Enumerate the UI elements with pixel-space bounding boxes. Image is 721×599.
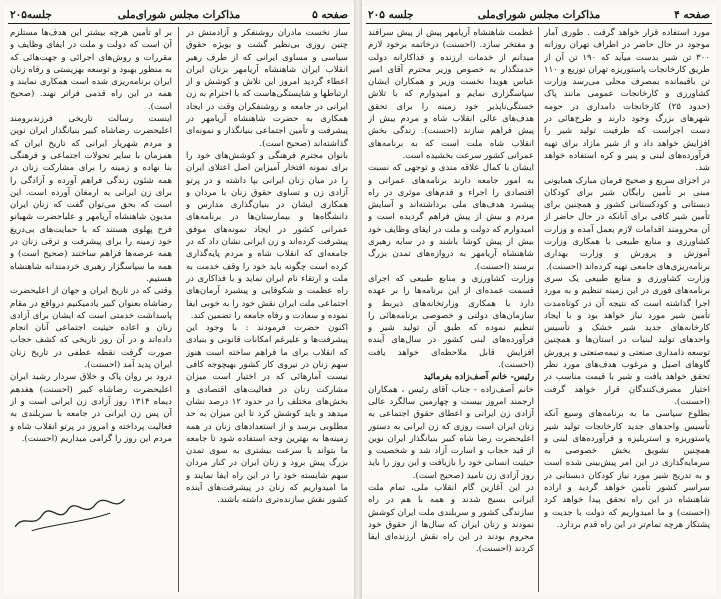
header-rule [8,23,350,24]
paragraph: ایشان با کمال علاقه مندی و توجهی که نسبت به امور جامعه دارند برنامه‌های عمرانی و اقتصادی را اجراء و قدم‌های موثری در راه پیشبرد هدف‌های ملی برداشته‌اند و آسایش مردم و بیش از پیش فراهم گردیده است و امیدوارم که دولت و ملت در ایفای وظایف خود بیش از پیش کوشا باشند و در سایه رهبری شاهنشاه آریامهر به دروازه‌های تمدن بزرگ برسند (احسنت). [368,163,534,272]
left-page-column-right [186,27,348,592]
paragraph: خانم آصف‌زاده - جناب آقای رئیس ، همکاران ارجمند امروز بیست و چهارمین سالگرد عالی آزادی زن ایرانی و اعطای حقوق اجتماعی به زنان ایران است روزی که زن ایرانی به دستور اعلیحضرت رضا شاه کبیر بنیانگذار ایران نوین از قید حجاب و اسارت آزاد شد و شخصیت و حیثیت انسانی خود را بازیافت و این روز را باید روز آزادی زن نامید (صحیح است). [368,384,534,481]
paragraph: ساز نخست مادران روشنفکر و آزادمنش در چنین روزی بی‌نظیر گشت و بویژه حقوق سیاسی و مساوی ایرانی که از طرف رهبر انقلاب ایران شاهنشاه آریامهر بزنان ایران اعطاء گردید امروز این تلاش و کوشش و از ارتباطها و شایستگی‌هاست که با احترام به زن ایرانی در جامعه و روشنفکران وقت در ایجاد همکاری به حضرت شاهنشاه آریامهر در پیشرفت و تأمین اجتماعی بنیانگذار و نمونه‌ای گذاشته‌اند (صحیح است). [186,28,348,149]
page-header-title: مذاکرات مجلس شورای‌ملی [477,9,601,21]
paragraph: اینست رسالت تاریخی فرزندبرومند اعلیحضرت رضاشاه کبیر بنیانگذار ایران نوین و مردم شهریار ایرانی که تاریخ ایران که همزمان با سایر تحولات اجتماعی و فرهنگی بنا نهاده و زمینه را برای مشارکت زنان در همه شئون زندگی فراهم آورده و آزادگی را برای زن ایرانی به ارمغان آورده است. این است که بحق می‌توان گفت که زنان ایران مدیون شاهنشاه آریامهر و علیاحضرت شهبانو فرح پهلوی هستند که با حمایت‌های بی‌دریغ خود زمینه را برای پیشرفت و ترقی زنان در همه عرصه‌ها فراهم ساختند (صحیح است) و همه ما سپاسگزار رهبری خردمندانه شاهنشاه هستیم. [10,114,172,284]
right-page-column-right [544,27,710,592]
session-number: جلسه‌۲۰۵ [10,9,52,21]
paragraph: عظمت شاهنشاه آریامهر پیش از پیش سرافند و مفتخر سازد. (احسنت) درخاتمه برخود لازم میدانم از خدمات ارزنده و فداکارانه دولت خدمتگذار به خصوص وزیر محترم آقای امیر عباس هویدا نخست وزیر و همکاران ایشان سپاسگزاری نمایم و امیدوارم که با تلاش خستگی‌ناپذیر خود زمینه را برای تحقق هدف‌های عالی انقلاب شاه و مردم بیش از پیش فراهم سازند (احسنت). زندگی بخش انقلاب شاه ملت است که به برنامه‌های عمرانی کشور سرعت بخشیده است. [368,28,534,161]
book-gutter [354,0,362,599]
column-divider [178,27,179,592]
page-number: صفحه ۴ [674,9,710,21]
paragraph: وقتی که در تاریخ ایران و جهان از اعلیحضرت رضاشاه بعنوان کبیر یادمیکنیم درواقع در مقام پاسداشت خدمتی است که ایشان برای آزادی زنان و اعاده حیثیت اجتماعی آنان انجام داده‌اند و در آن روز تاریخی که کشف حجاب صورت گرفت نقطه عطفی در تاریخ زنان ایران پدید آمد (احسنت). [10,286,172,371]
right-page-header [368,8,710,22]
paragraph: اکنون حضرت فرمودند : با وجود این پیشرفت‌ها و علیرغم امکانات قانونی و بنیادی که انقلاب برای ما فراهم ساخته است هنوز سهم زنان در نیروی کار کشور بهیچوجه کافی نیست آمارهائی که در اختیار است میزان مشارکت زنان در فعالیت‌های اقتصادی و بخش‌های مختلف را در حدود ۱۲ درصد نشان میدهد و باید کوشش کرد تا این میزان به حد مطلوبی برسد و از استعدادهای زنان در همه زمینه‌ها به بهترین وجه استفاده شود تا جامعه ما بتواند با سرعت بیشتری به سوی تمدن بزرگ پیش برود و زنان ایران در کنار مردان سهم شایسته خود را در این راه ایفا نمایند و ما امیدواریم که زنان در پیشرفت‌های آینده کشور نقش سازنده‌تری داشته باشند. [186,323,348,506]
paragraph: در این آغازین گام انقلاب ملی، تمام ملت ایرانی بسیج شدند و همه با هم در راه سازندگی کشور و سربلندی ملت ایران کوشش نمودند و زنان ایران که سال‌ها از حقوق خود محروم بودند در این راه نقش ارزنده‌ای ایفا کردند (احسنت). [368,482,534,555]
left-page-header [10,8,348,22]
paragraph: مورد استفاده قرار خواهد گرفت . طوری آمار موجود در حال حاضر در اطراف تهران روزانه ۳۰۰ تن شیر بدست میآید که ۱۹۰ تن آن از طریق کارخانجات پاستوریزه تهران توزیع و ۱۱۰ تن باقیمانده بمصرف محلی می‌رسد وزارت کشاورزی و کارخانجات عمومی مانند پاک (حدود ۲۵) کارخانجات دامداری در حومه شهرهای بزرگ وجود دارند و طرح‌هائی در دست اجراست که ظرفیت تولید شیر را افزایش خواهد داد و از شیر مازاد برای تهیه فرآورده‌های لبنی و پنیر و کره استفاده خواهد شد. [544,28,710,174]
right-page [362,6,716,594]
paragraph: درود بر روان پاک و خلاق سردار رشید ایران اعلیحضرت رضاشاه کبیر (احسنت) هفدهم دیماه ۱۳۱۴ روز آزادی زن ایرانی است و از آن پس زن ایرانی در جامعه با سربلندی به فعالیت پرداخته و امروز در پرتو انقلاب شاه و مردم این روز را گرامی میداریم (احسنت). [10,372,172,444]
paragraph: وزارت کشاورزی و منابع طبیعی یک سری برنامه‌های فوری در این زمینه تنظیم و به مورد اجرا گذاشته است که نتیجه آن در کوتاه‌مدت تأمین شیر مورد نیاز خواهد بود و با ایجاد کارخانه‌های جدید شیر خشک و تأسیس واحدهای تولید لبنیات در استان‌ها و همچنین توسعه دامداری صنعتی و نیمه‌صنعتی و پرورش گاوهای اصیل و مرغوب هدف‌های مورد نظر تحقق خواهد یافت و شیر با قیمت مناسب در اختیار مصرف‌کنندگان قرار خواهد گرفت (احسنت). [544,273,710,407]
session-number: جلسه ۲۰۵ [368,9,414,21]
paragraph: وزارت کشاورزی و منابع طبیعی که اجرای قسمت عمده‌ای از این برنامه‌ها را بر عهده دارد با همکاری وزارتخانه‌های ذیربط و سازمان‌های دولتی و خصوصی برنامه‌هائی را تنظیم نموده که طبق آن تولید شیر و فرآورده‌های لبنی کشور در سال‌های آینده افزایش قابل ملاحظه‌ای خواهد یافت (احسنت). [368,273,534,371]
paragraph: بطلوع سیاسی ما به برنامه‌های وسیع آنکه تأسیس واحدهای جدید کارخانجات تولید شیر پاستوریزه و استریلیزه و فرآورده‌های لبنی و همچنین تشویق بخش خصوصی به سرمایه‌گذاری در این امر پیش‌بینی شده است و به تدریج شیر مورد نیاز کودکان دبستانی در سراسر کشور تأمین خواهد گردید و اراده شاهنشاه در این راه تحقق پیدا خواهد کرد (احسنت) و ما امیدواریم که دولت با جدیت و پشتکار هرچه تمام‌تر در این راه قدم بردارد. [544,409,710,530]
left-page [4,6,354,594]
column-divider [538,27,539,592]
paragraph: بر او تأمین هرچه بیشتر این هدف‌ها مستلزم آن است که دولت و ملت در ایفای وظایف و مقررات و روش‌های اجرائی و جهت‌هائی که به منظور بهبود و توسعه بهزیستی و رفاه زنان ایران برنامه‌ریزی شده است همکاری نمایند و همه در این راه قدمی فراتر نهند. (صحیح است). [10,28,172,112]
paragraph: در اجرای سریع و صحیح فرمان مبارک همایونی مبنی بر تأمین رایگان شیر برای کودکان دبستانی و کودکستانی کشور و همچنین برای تأمین شیر کافی برای آنانکه در حال حاضر از آن محرومند اقدامات لازم بعمل آمده و وزارت کشاورزی و منابع طبیعی با همکاری وزارت آموزش و پرورش و وزارت بهداری برنامه‌ریزی‌های جامعی تهیه کرده‌اند (احسنت). [544,175,710,272]
page-header-title: مذاکرات مجلس شورای‌ملی [117,9,241,21]
right-page-column-left [368,27,534,592]
speaker-line-president: رئیس- خانم آصف‌زاده بفرمائید [423,372,534,383]
page-number: صفحه ۵ [312,9,348,21]
header-rule [366,23,712,24]
paragraph: بانوان محترم فرهنگی و کوشش‌های خود را برای نمونه افتخار آمیزاین اصل اعتلای ایران را در میان زنان ایرانی بپا داشته و در پرتو آزادی زن و تساوی حقوق زنان با مردان و همکاری ایشان در بنیان‌گذاری مدارس و دانشگاه‌ها و بیمارستان‌ها در برنامه‌های عمرانی کشور در ایجاد نمونه‌های موفق پیشرفت کرده‌اند و زن ایرانی نشان داد که در جامعه‌ای که انقلاب شاه و مردم پایه‌گذاری کرده است چگونه باید خود را وقف خدمت به ملت و ارتقاء نام ایران نماید و با فداکاری در راه عظمت و شکوفایی و پیشبرد آرمان‌های اجتماعی ملت ایران نقش خود را به خوبی ایفا نموده و سعادت و رفاه جامعه را تضمین کند. [186,150,348,321]
